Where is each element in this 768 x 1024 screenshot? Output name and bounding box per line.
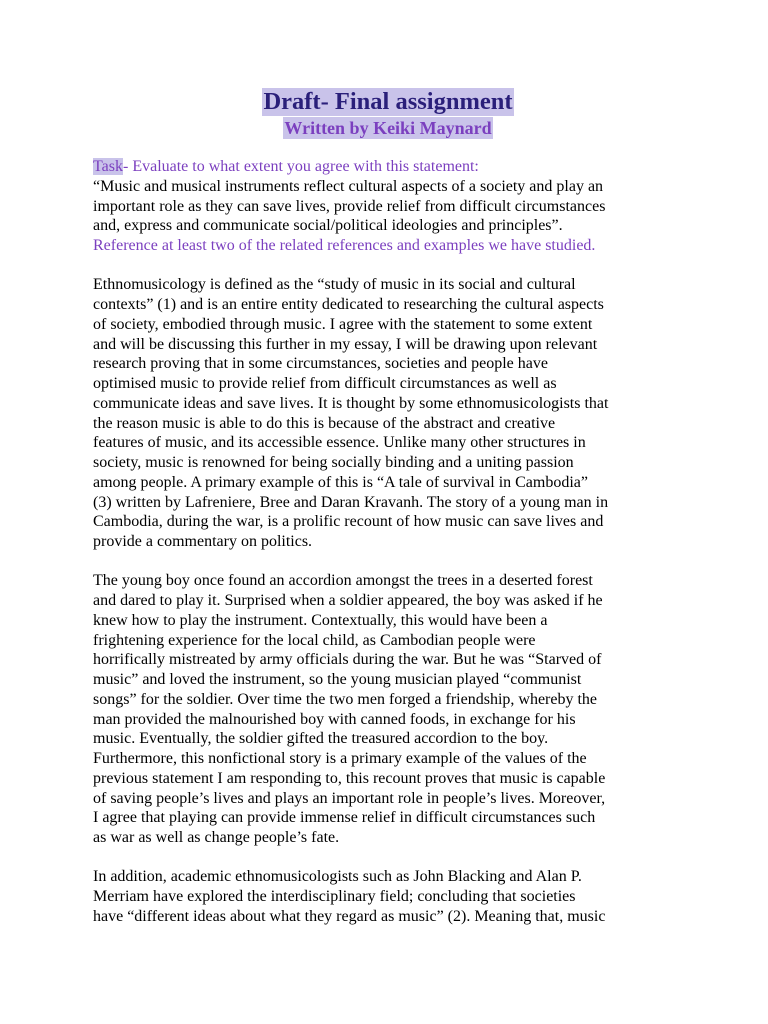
task-quote-line: and, express and communicate social/political ideologies and principles”. [93,217,563,235]
paragraph-line: contexts” (1) and is an entire entity dedicated to researching the cultural aspects [93,296,604,314]
task-quote-line: important role as they can save lives, provide relief from difficult circumstances [93,197,606,215]
paragraph-line: and dared to play it. Surprised when a soldier appeared, the boy was asked if he [93,592,603,610]
paragraph-line: In addition, academic ethnomusicologists such as John Blacking and Alan P. [93,868,582,886]
paragraph-line: Furthermore, this nonfictional story is a primary example of the values of the [93,750,587,768]
paragraph-line: I agree that playing can provide immense relief in difficult circumstances such [93,809,596,827]
document-subtitle: Written by Keiki Maynard [284,118,492,138]
paragraph-line: communicate ideas and save lives. It is thought by some ethnomusicologists that [93,394,609,412]
task-label: Task [93,158,123,175]
body-paragraph-3 [93,867,683,926]
title-block [93,88,683,139]
paragraph-line: research proving that in some circumstances, societies and people have [93,355,548,373]
paragraph-line: of saving people’s lives and plays an important role in people’s lives. Moreover, [93,789,606,807]
paragraph-line: have “different ideas about what they regard as music” (2). Meaning that, music [93,907,606,925]
paragraph-line: provide a commentary on politics. [93,533,313,551]
paragraph-line: the reason music is able to do this is because of the abstract and creative [93,414,556,432]
paragraph-line: of society, embodied through music. I agree with the statement to some extent [93,315,593,333]
paragraph-line: Cambodia, during the war, is a prolific recount of how music can save lives and [93,513,604,531]
paragraph-line: music” and loved the instrument, so the young musician played “communist [93,671,582,689]
task-section [93,157,683,256]
paragraph-line: music. Eventually, the soldier gifted the treasured accordion to the boy. [93,730,549,748]
task-heading [93,157,683,177]
paragraph-line: and will be discussing this further in my essay, I will be drawing upon relevant [93,335,598,353]
paragraph-line: Merriam have explored the interdisciplinary field; concluding that societies [93,888,576,906]
document-page [93,88,683,927]
paragraph-line: horrifically mistreated by army officials during the war. But he was “Starved of [93,651,602,669]
paragraph-line: features of music, and its accessible essence. Unlike many other structures in [93,434,586,452]
paragraph-line: society, music is renowned for being socially binding and a uniting passion [93,454,574,472]
task-instruction: Reference at least two of the related references and examples we have studied. [93,237,596,255]
paragraph-line: as war as well as change people’s fate. [93,829,340,847]
paragraph-line: (3) written by Lafreniere, Bree and Daran Kravanh. The story of a young man in [93,493,609,511]
paragraph-line: frightening experience for the local child, as Cambodian people were [93,631,536,649]
task-quote-line: “Music and musical instruments reflect cultural aspects of a society and play an [93,177,604,195]
paragraph-line: The young boy once found an accordion amongst the trees in a deserted forest [93,572,593,590]
paragraph-line: previous statement I am responding to, this recount proves that music is capable [93,769,606,787]
paragraph-line: songs” for the soldier. Over time the two men forged a friendship, whereby the [93,690,598,708]
paragraph-line: man provided the malnourished boy with canned foods, in exchange for his [93,710,576,728]
task-intro: - Evaluate to what extent you agree with this statement: [122,158,479,175]
paragraph-line: optimised music to provide relief from difficult circumstances as well as [93,375,557,393]
body-paragraph-1 [93,275,683,552]
paragraph-line: among people. A primary example of this is “A tale of survival in Cambodia” [93,473,588,491]
body-paragraph-2 [93,571,683,848]
document-title: Draft- Final assignment [263,88,513,115]
paragraph-line: knew how to play the instrument. Contextually, this would have been a [93,611,548,629]
paragraph-line: Ethnomusicology is defined as the “study of music in its social and cultural [93,276,576,294]
